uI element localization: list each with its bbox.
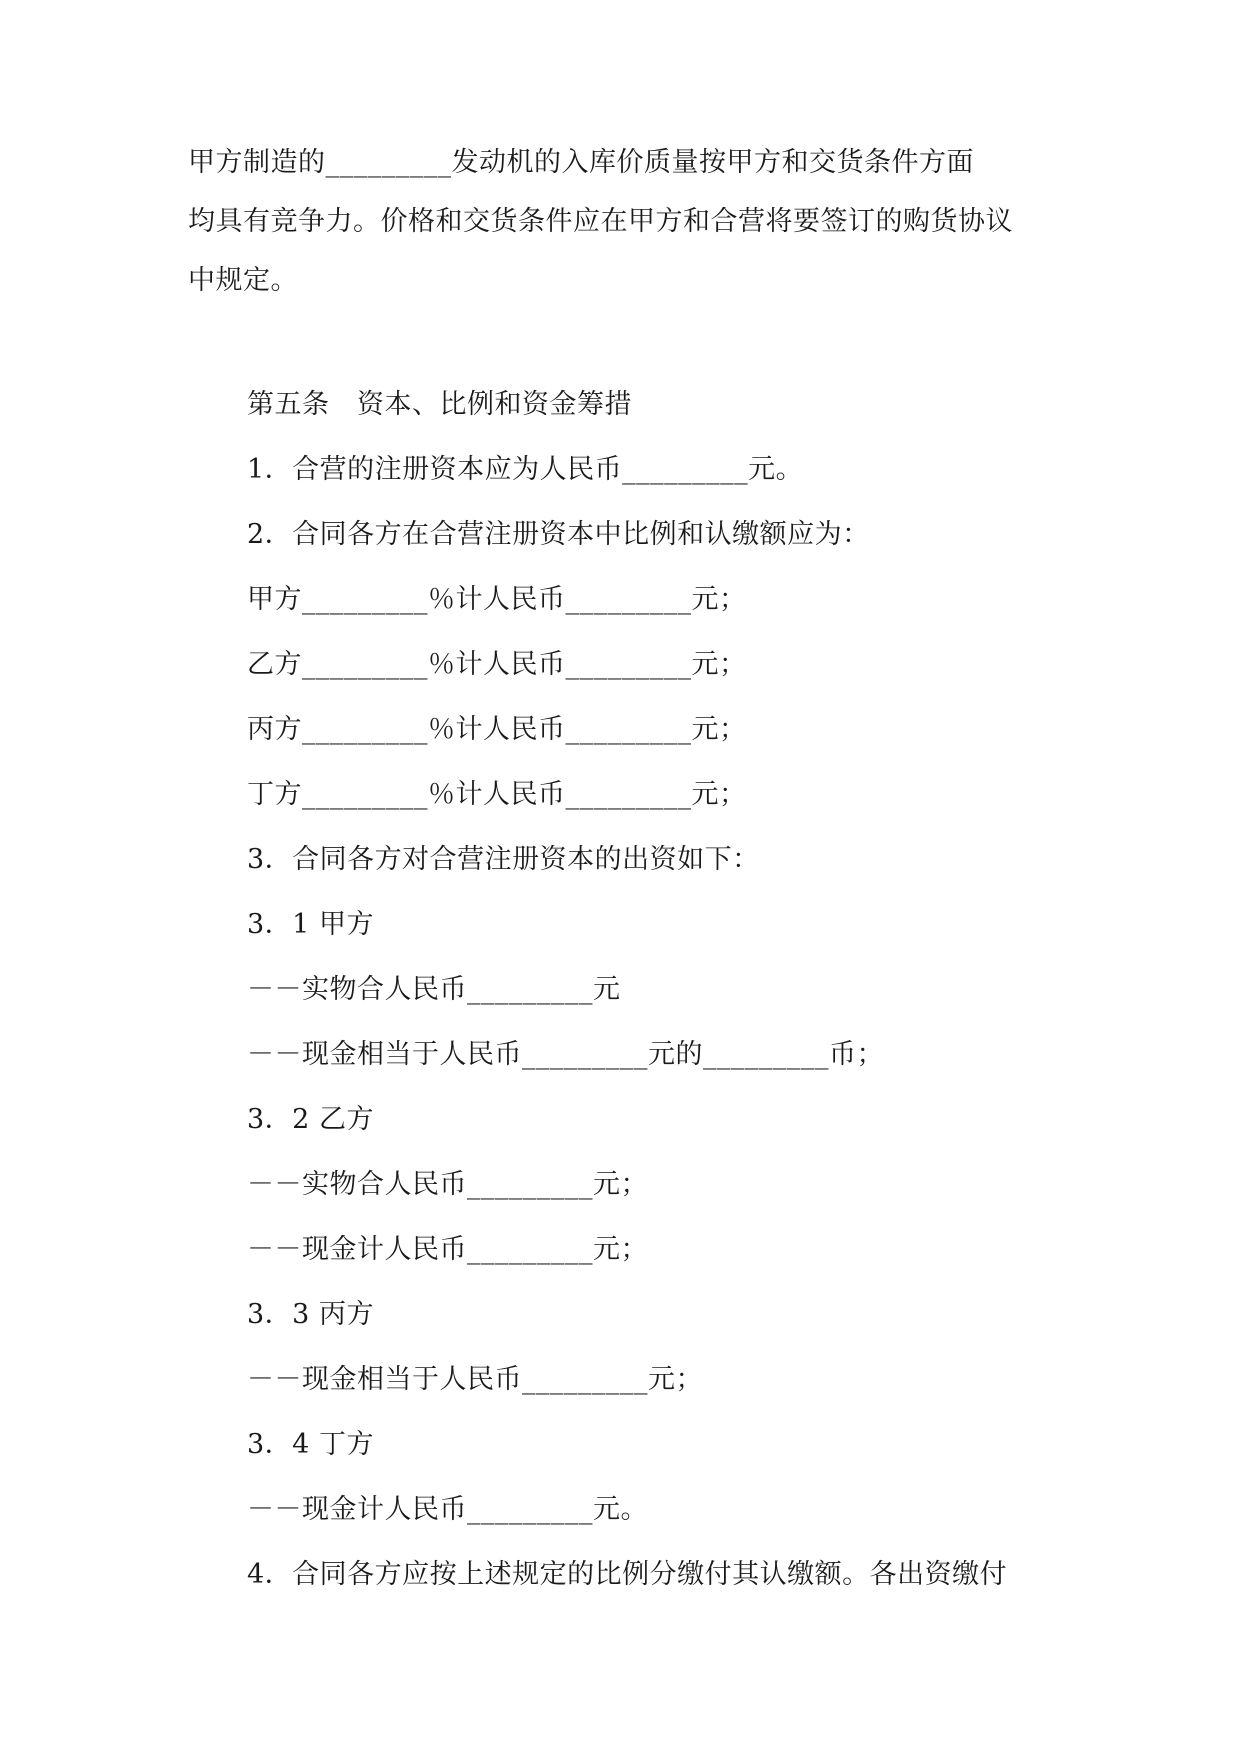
party-a-share: 甲方_________％计人民币_________元； [247,584,747,615]
sub-heading-party-a: 3．1 甲方 [247,909,374,940]
party-d-share: 丁方_________％计人民币_________元； [247,779,747,810]
item-contribution-heading: 3．合同各方对合营注册资本的出资如下： [247,844,760,875]
item-registered-capital: 1．合营的注册资本应为人民币_________元。 [247,454,804,485]
intro-line-3: 中规定。 [188,265,298,296]
item-proportion-heading: 2．合同各方在合营注册资本中比例和认缴额应为： [247,519,870,550]
intro-line-1: 甲方制造的_________发动机的入库价质量按甲方和交货条件方面 [188,147,974,178]
party-d-cash: －－现金计人民币_________元。 [247,1494,648,1525]
sub-heading-party-d: 3．4 丁方 [247,1429,374,1460]
item-payment-terms: 4．合同各方应按上述规定的比例分缴付其认缴额。各出资缴付 [247,1559,1008,1590]
party-c-cash: －－现金相当于人民币_________元； [247,1364,703,1395]
party-b-in-kind: －－实物合人民币_________元； [247,1169,648,1200]
party-b-cash: －－现金计人民币_________元； [247,1234,648,1265]
article-title: 第五条 资本、比例和资金筹措 [247,389,632,420]
party-c-share: 丙方_________％计人民币_________元； [247,714,747,745]
party-a-in-kind: －－实物合人民币_________元 [247,974,621,1005]
sub-heading-party-c: 3．3 丙方 [247,1299,374,1330]
party-b-share: 乙方_________％计人民币_________元； [247,649,747,680]
intro-line-2: 均具有竞争力。价格和交货条件应在甲方和合营将要签订的购货协议 [188,206,1013,237]
sub-heading-party-b: 3．2 乙方 [247,1104,374,1135]
party-a-cash: －－现金相当于人民币_________元的_________币； [247,1039,884,1070]
